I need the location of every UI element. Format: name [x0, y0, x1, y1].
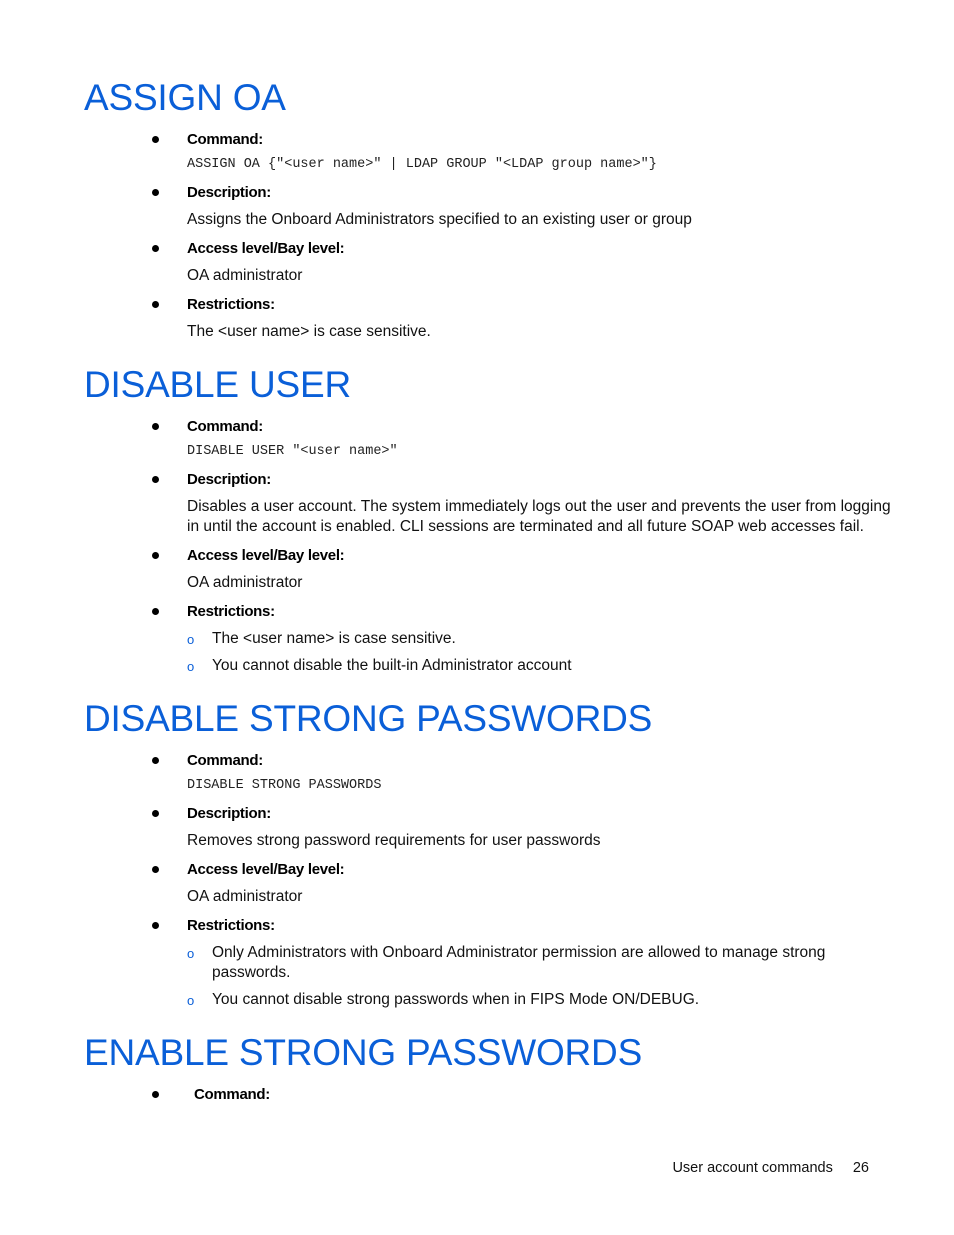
- bullet: [152, 1091, 159, 1098]
- restrictions-text: The <user name> is case sensitive.: [187, 323, 431, 340]
- restrictions-label: Restrictions:: [187, 917, 275, 934]
- sub-bullet: o: [187, 632, 195, 647]
- restriction-item: You cannot disable the built-in Administrator account: [212, 657, 572, 674]
- restriction-item-line-1: Only Administrators with Onboard Administrator permission are allowed to manage strong: [212, 944, 826, 961]
- command-label: Command:: [194, 1086, 270, 1103]
- page-number: 26: [852, 1160, 869, 1176]
- bullet: [152, 476, 159, 483]
- bullet: [152, 757, 159, 764]
- description-text: Removes strong password requirements for user passwords: [187, 832, 601, 849]
- restriction-item-line-2: passwords.: [212, 964, 291, 981]
- access-text: OA administrator: [187, 267, 303, 284]
- command-label: Command:: [187, 131, 263, 148]
- section-title-disable-user: DISABLE USER: [84, 364, 351, 405]
- description-label: Description:: [187, 471, 271, 488]
- restriction-item: The <user name> is case sensitive.: [212, 630, 456, 647]
- bullet: [152, 423, 159, 430]
- section-title-disable-strong-passwords: DISABLE STRONG PASSWORDS: [84, 698, 653, 739]
- bullet: [152, 810, 159, 817]
- bullet: [152, 922, 159, 929]
- access-label: Access level/Bay level:: [187, 861, 345, 878]
- command-label: Command:: [187, 418, 263, 435]
- description-text: Assigns the Onboard Administrators specified to an existing user or group: [187, 211, 692, 228]
- sub-bullet: o: [187, 659, 195, 674]
- bullet: [152, 552, 159, 559]
- description-label: Description:: [187, 184, 271, 201]
- page-footer: [672, 1158, 869, 1178]
- restriction-item: You cannot disable strong passwords when in FIPS Mode ON/DEBUG.: [212, 991, 700, 1008]
- command-syntax: ASSIGN OA {"<user name>" | LDAP GROUP "<LDAP group name>"}: [187, 157, 657, 172]
- restrictions-label: Restrictions:: [187, 296, 275, 313]
- access-text: OA administrator: [187, 888, 303, 905]
- access-label: Access level/Bay level:: [187, 547, 345, 564]
- command-syntax: DISABLE STRONG PASSWORDS: [187, 778, 382, 793]
- sub-bullet: o: [187, 993, 195, 1008]
- bullet: [152, 301, 159, 308]
- description-text-line-1: Disables a user account. The system immediately logs out the user and prevents the user from logging: [187, 498, 891, 515]
- bullet: [152, 866, 159, 873]
- section-title-assign-oa: ASSIGN OA: [84, 77, 286, 118]
- bullet: [152, 608, 159, 615]
- access-label: Access level/Bay level:: [187, 240, 345, 257]
- bullet: [152, 136, 159, 143]
- bullet: [152, 245, 159, 252]
- bullet: [152, 189, 159, 196]
- restrictions-label: Restrictions:: [187, 603, 275, 620]
- command-syntax: DISABLE USER "<user name>": [187, 444, 398, 459]
- description-text-line-2: in until the account is enabled. CLI sessions are terminated and all future SOAP web accesses fail.: [187, 518, 864, 535]
- access-text: OA administrator: [187, 574, 303, 591]
- description-label: Description:: [187, 805, 271, 822]
- footer-section-name: User account commands: [672, 1160, 833, 1176]
- command-label: Command:: [187, 752, 263, 769]
- section-title-enable-strong-passwords: ENABLE STRONG PASSWORDS: [84, 1032, 643, 1073]
- sub-bullet: o: [187, 946, 195, 961]
